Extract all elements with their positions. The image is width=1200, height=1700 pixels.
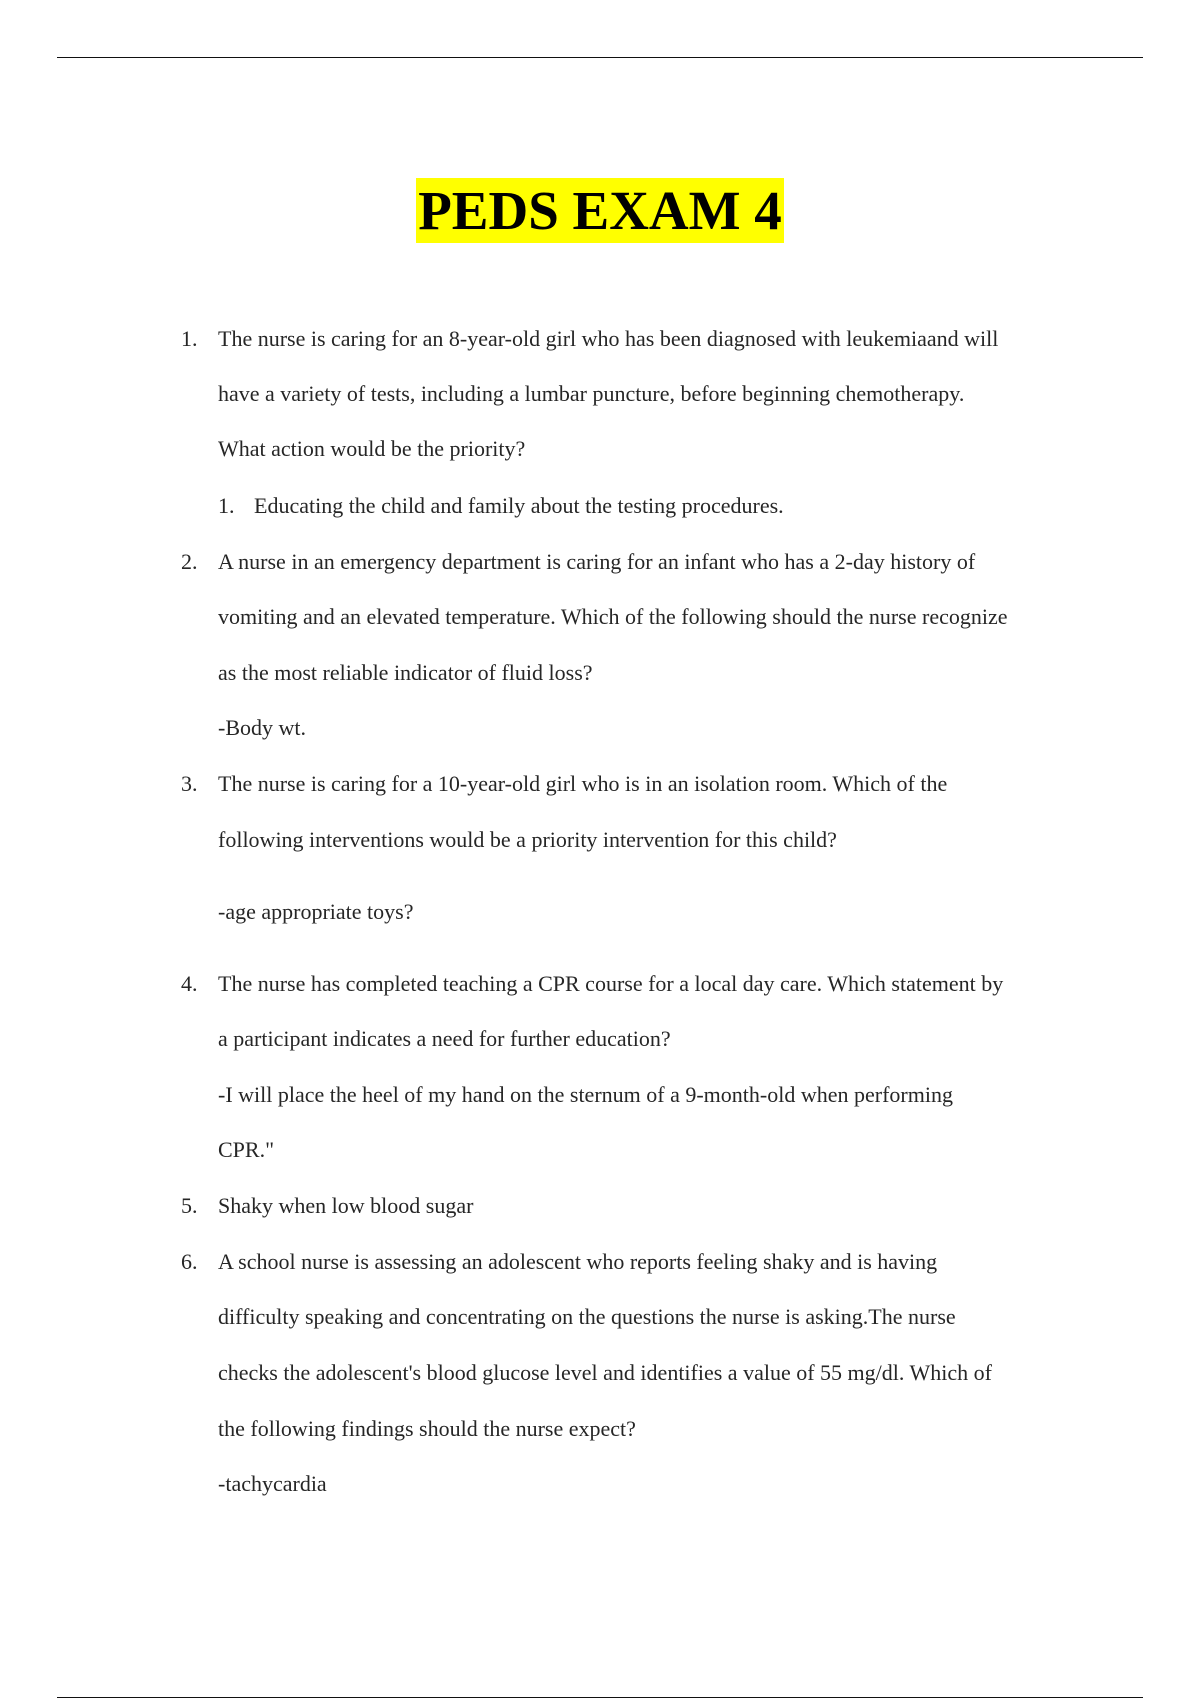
- answer-text: -age appropriate toys?: [218, 899, 414, 924]
- question-number: 1.: [181, 326, 198, 351]
- question-text-line: checks the adolescent's blood glucose level and identifies a value of 55 mg/dl. Which of: [218, 1360, 992, 1385]
- question-text-line: difficulty speaking and concentrating on the questions the nurse is asking.The nurse: [218, 1304, 956, 1329]
- question-number: 5.: [181, 1193, 198, 1218]
- question-text-line: A nurse in an emergency department is caring for an infant who has a 2-day history of: [218, 549, 976, 574]
- answer-text-line: CPR.": [218, 1137, 275, 1162]
- question-number: 2.: [181, 549, 198, 574]
- question-text-line: The nurse is caring for a 10-year-old girl who is in an isolation room. Which of the: [218, 771, 948, 796]
- answer-number: 1.: [218, 493, 235, 518]
- question-text-line: have a variety of tests, including a lumbar puncture, before beginning chemotherapy.: [218, 381, 965, 406]
- question-text-line: The nurse has completed teaching a CPR course for a local day care. Which statement by: [218, 971, 1004, 996]
- question-text-line: following interventions would be a priority intervention for this child?: [218, 827, 837, 852]
- title-container: [0, 178, 1200, 243]
- question-number: 4.: [181, 971, 198, 996]
- question-text-line: Shaky when low blood sugar: [218, 1193, 474, 1218]
- question-text-line: the following findings should the nurse expect?: [218, 1416, 636, 1441]
- question-number: 3.: [181, 771, 198, 796]
- question-text-line: What action would be the priority?: [218, 436, 526, 461]
- answer-text: -tachycardia: [218, 1471, 327, 1496]
- question-text-line: The nurse is caring for an 8-year-old girl who has been diagnosed with leukemiaand will: [218, 326, 999, 351]
- answer-text-line: -I will place the heel of my hand on the sternum of a 9-month-old when performing: [218, 1082, 953, 1107]
- answer-text: Educating the child and family about the testing procedures.: [254, 493, 784, 518]
- question-text-line: A school nurse is assessing an adolescent who reports feeling shaky and is having: [218, 1249, 938, 1274]
- page-title: PEDS EXAM 4: [418, 180, 782, 241]
- answer-text: -Body wt.: [218, 715, 306, 740]
- bottom-rule: [57, 1697, 1143, 1698]
- question-text-line: as the most reliable indicator of fluid loss?: [218, 660, 593, 685]
- question-text-line: a participant indicates a need for further education?: [218, 1026, 671, 1051]
- question-number: 6.: [181, 1249, 198, 1274]
- question-text-line: vomiting and an elevated temperature. Which of the following should the nurse recognize: [218, 604, 1008, 629]
- top-rule: [57, 57, 1143, 58]
